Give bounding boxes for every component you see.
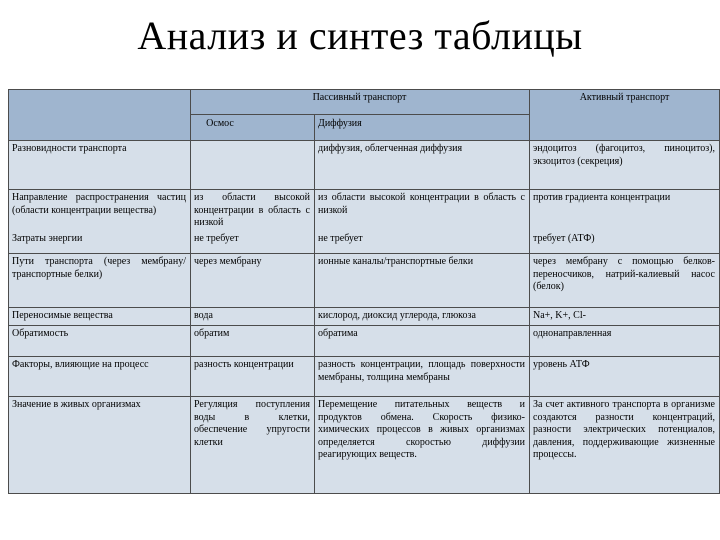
cell-diffusion-energy: не требует	[318, 233, 363, 244]
cell-active-factors: уровень АТФ	[533, 359, 590, 370]
header-osmos: Осмос	[206, 118, 234, 129]
cell-diffusion-reversibility: обратима	[318, 328, 358, 339]
slide-title: Анализ и синтез таблицы	[137, 13, 583, 58]
row-label-substances: Переносимые вещества	[12, 310, 113, 321]
row-label-types: Разновидности транспорта	[12, 143, 127, 154]
cell-diffusion-substances: кислород, диоксид углерода, глюкоза	[318, 310, 476, 321]
header-active-transport: Активный транспорт	[579, 92, 670, 103]
cell-active-energy: требует (АТФ)	[533, 233, 595, 244]
header-passive-transport: Пассивный транспорт	[312, 92, 407, 103]
header-divider	[190, 114, 529, 115]
cell-diffusion-types: диффузия, облегченная диффузия	[318, 143, 463, 154]
row-label-reversibility: Обратимость	[12, 328, 69, 339]
cell-active-significance: За счет активного транспорта в организме создаются разности концентраций, разности электрических потенциалов, давления, поддерживающие жизненные процессы.	[533, 399, 715, 460]
cell-diffusion-direction: из области высокой концентрации в область с низкой	[318, 192, 525, 216]
row-label-factors: Факторы, влияющие на процесс	[12, 359, 149, 370]
cell-diffusion-significance: Перемещение питательных веществ и продуктов обмена. Скорость физико-химических процессов в живых организмах определяется скоростью диффузии реагирующих веществ.	[318, 399, 525, 460]
cell-osmos-types	[190, 141, 314, 189]
cell-diffusion-factors: разность концентрации, площадь поверхности мембраны, толщина мембраны	[318, 359, 525, 383]
cell-osmos-significance: Регуляция поступления воды в клетки, обеспечение упругости клетки	[194, 399, 310, 448]
comparison-table	[8, 89, 720, 494]
cell-osmos-factors: разность концентрации	[194, 359, 294, 370]
cell-active-reversibility: однонаправленная	[533, 328, 612, 339]
cell-osmos-substances: вода	[194, 310, 213, 321]
row-label-direction: Направление распространения частиц (области концентрации вещества)	[12, 192, 186, 216]
cell-diffusion-pathways: ионные каналы/транспортные белки	[318, 256, 474, 267]
cell-osmos-direction: из области высокой концентрации в область с низкой	[194, 192, 310, 228]
row-label-pathways: Пути транспорта (через мембрану/транспортные белки)	[12, 256, 186, 280]
cell-active-types: эндоцитоз (фагоцитоз, пиноцитоз), экзоцитоз (секреция)	[533, 143, 715, 167]
cell-osmos-pathways: через мембрану	[194, 256, 262, 267]
cell-osmos-reversibility: обратим	[194, 328, 230, 339]
table-border-bottom	[8, 493, 720, 494]
cell-osmos-energy: не требует	[194, 233, 239, 244]
header-diffusion: Диффузия	[318, 118, 362, 129]
cell-active-pathways: через мембрану с помощью белков-переносчиков, натрий-калиевый насос (белок)	[533, 256, 715, 292]
cell-active-direction: против градиента концентрации	[533, 192, 671, 203]
cell-active-substances: Na+, K+, Cl-	[533, 310, 586, 321]
row-label-energy: Затраты энергии	[12, 233, 83, 244]
row-label-significance: Значение в живых организмах	[12, 399, 141, 410]
